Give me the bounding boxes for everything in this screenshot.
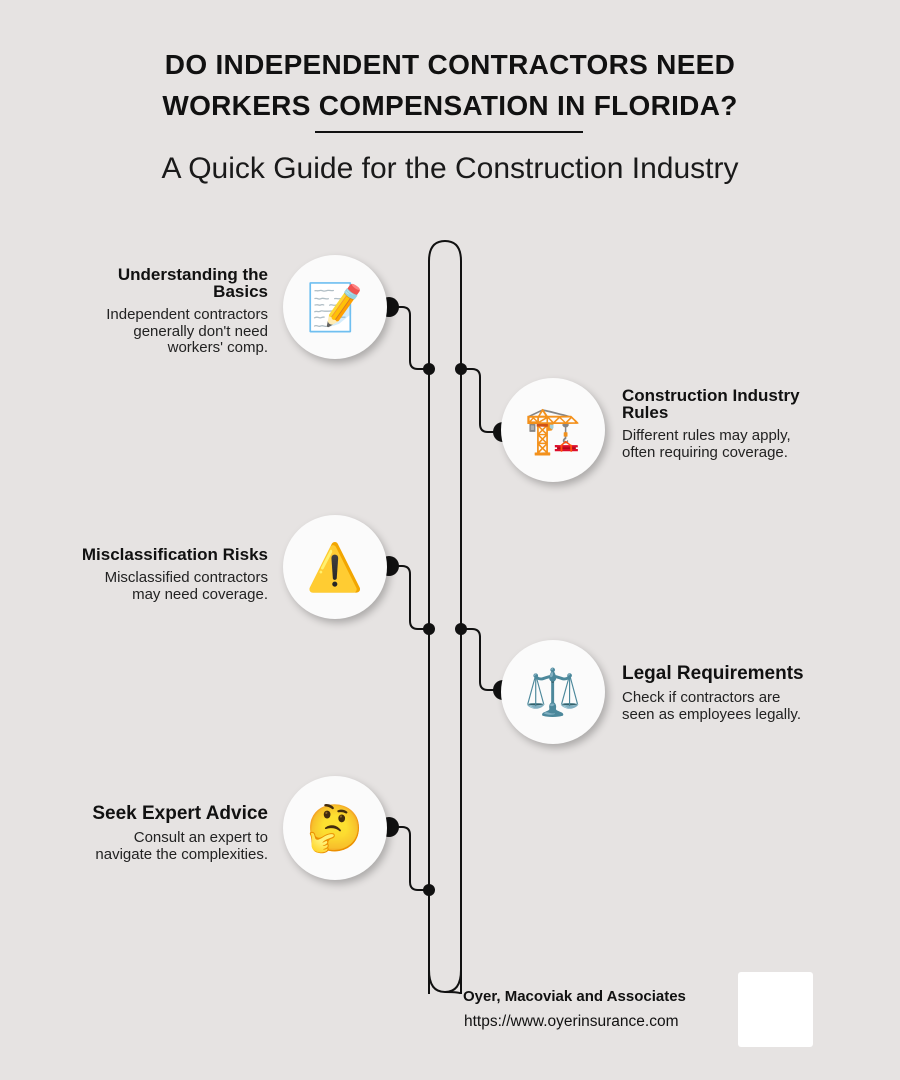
connector-2-start-dot	[455, 363, 467, 375]
timeline-loop	[429, 970, 461, 992]
memo-icon: 📝	[306, 281, 364, 333]
thinking-face-icon: 🤔	[306, 802, 364, 854]
connector-1	[389, 307, 429, 369]
step-3-description: Misclassified contractors may need coverage.	[104, 569, 268, 603]
step-5-title: Seek Expert Advice	[92, 803, 268, 824]
page-subtitle: A Quick Guide for the Construction Industry	[161, 152, 739, 185]
step-2-title: Construction Industry Rules	[622, 386, 800, 422]
step-5-circle	[283, 776, 387, 880]
title-line-2: WORKERS COMPENSATION IN FLORIDA?	[162, 90, 738, 121]
step-3-text	[28, 546, 268, 603]
connector-1-end-dot	[423, 363, 435, 375]
step-1-text	[28, 266, 268, 357]
warning-icon: ⚠️	[306, 541, 364, 593]
step-1-title: Understanding the Basics	[117, 265, 268, 301]
company-name: Oyer, Macoviak and Associates	[463, 988, 686, 1005]
step-2-circle	[501, 378, 605, 482]
crane-icon: 🏗️	[524, 404, 582, 456]
connector-4	[461, 629, 503, 690]
connector-3-end-dot	[423, 623, 435, 635]
connector-5	[389, 827, 429, 890]
step-3-title: Misclassification Risks	[81, 545, 268, 564]
qr-placeholder	[738, 972, 813, 1047]
company-url[interactable]: https://www.oyerinsurance.com	[464, 1013, 679, 1030]
timeline-track	[429, 241, 461, 994]
connector-2	[461, 369, 503, 432]
scales-icon: ⚖️	[524, 666, 582, 718]
step-4-text	[622, 664, 862, 723]
step-1-circle	[283, 255, 387, 359]
step-4-description: Check if contractors are seen as employees legally.	[622, 689, 801, 723]
connector-3	[389, 566, 429, 629]
title-line-1: DO INDEPENDENT CONTRACTORS NEED	[164, 49, 736, 80]
step-4-circle	[501, 640, 605, 744]
step-3-circle	[283, 515, 387, 619]
step-1-description: Independent contractors generally don't need workers' comp.	[106, 306, 268, 356]
connector-4-start-dot	[455, 623, 467, 635]
connector-5-end-dot	[423, 884, 435, 896]
step-4-title: Legal Requirements	[622, 663, 804, 684]
step-5-description: Consult an expert to navigate the complexities.	[95, 829, 268, 863]
step-2-description: Different rules may apply, often requiring coverage.	[622, 427, 791, 461]
step-5-text	[28, 804, 268, 863]
step-2-text	[622, 387, 862, 461]
